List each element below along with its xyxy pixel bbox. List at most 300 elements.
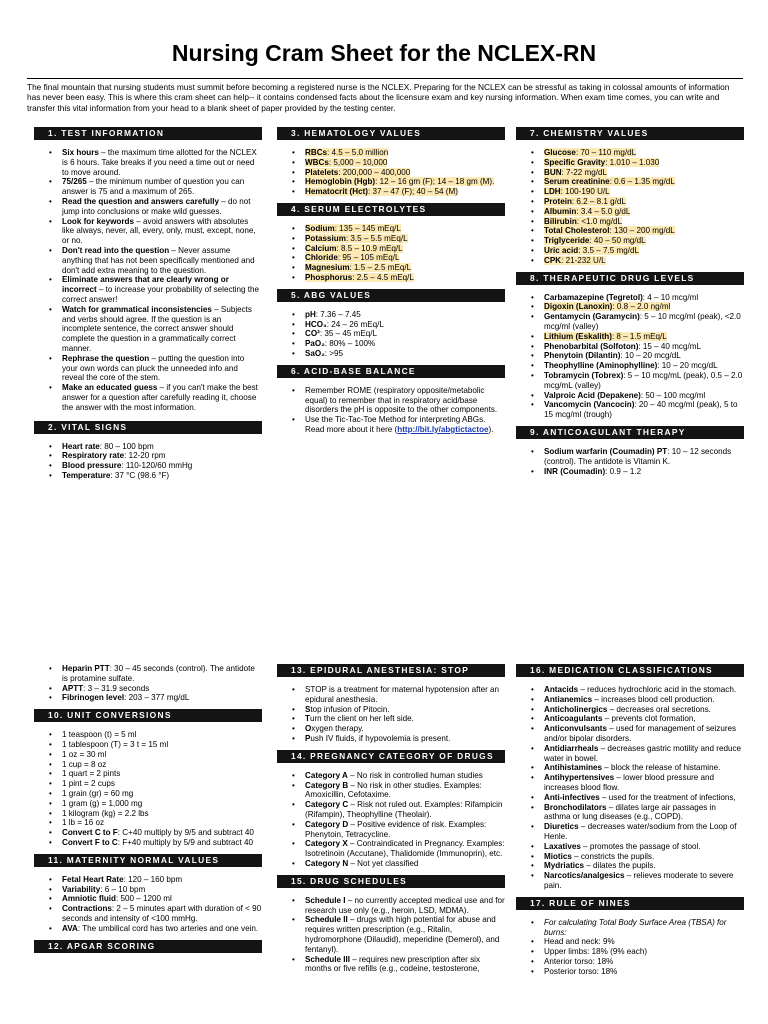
list-item	[305, 915, 505, 954]
item-term: Albumin	[544, 206, 577, 216]
list-item	[544, 447, 744, 467]
section-epidural-anesthesia	[277, 664, 505, 744]
item-term: Amniotic fluid	[62, 894, 116, 904]
list-item	[305, 224, 505, 234]
section-abg-values	[277, 289, 505, 359]
item-text: : 100-190 U/L	[560, 187, 610, 197]
section-header: 11. MATERNITY NORMAL VALUES	[34, 854, 262, 867]
item-term: Eliminate answers that are clearly wrong or incorrect	[62, 275, 229, 295]
list-item	[305, 158, 505, 168]
list-item	[544, 685, 744, 695]
list-item	[62, 828, 262, 838]
list-item	[544, 861, 744, 871]
list-item	[62, 838, 262, 848]
item-text: – do not jump into conclusions or make wild guesses.	[62, 196, 251, 216]
item-text: : C+40 multiply by 9/5 and subtract 40	[117, 828, 254, 838]
list-item	[544, 197, 744, 207]
item-term: Rephrase the question	[62, 353, 150, 363]
item-term: Make an educated guess	[62, 383, 158, 393]
item-term: Anticoagulants	[544, 714, 603, 724]
item-term: pH	[305, 309, 316, 319]
item-term: Read the question and answers carefully	[62, 196, 219, 206]
list-item	[544, 724, 744, 744]
highlight	[544, 148, 636, 157]
item-text: – reduces hydrochloric acid in the stomach.	[578, 685, 737, 694]
item-text: urn the client on her left side.	[309, 714, 414, 724]
highlight	[544, 217, 622, 226]
list-item	[62, 809, 262, 819]
item-text: – Never assume anything that has not been specifically mentioned and don't add extra meaning to the question.	[62, 245, 255, 275]
highlight	[305, 244, 403, 253]
column-2-top	[277, 127, 505, 441]
item-term: Bilirubin	[544, 216, 577, 226]
section-unit-conversions	[34, 709, 262, 848]
list-item	[62, 693, 262, 703]
list-item	[544, 744, 744, 764]
item-text: : >95	[324, 348, 344, 358]
item-term: Six hours	[62, 148, 99, 157]
highlight	[544, 197, 626, 206]
item-term: Phenytoin (Dilantin)	[544, 351, 621, 361]
item-term: Platelets	[305, 167, 339, 177]
column-1-top	[34, 127, 262, 487]
item-term: Antihistamines	[544, 763, 603, 773]
item-term: Potassium	[305, 233, 346, 243]
item-term: 75/265	[62, 177, 87, 187]
list-item	[544, 773, 744, 793]
highlight	[544, 236, 646, 245]
item-term: Protein	[544, 196, 572, 206]
section-header: 13. EPIDURAL ANESTHESIA: STOP	[277, 664, 505, 677]
item-term: Miotics	[544, 851, 572, 861]
highlight	[305, 224, 401, 233]
item-list	[34, 730, 262, 848]
item-text: : 6.2 – 8.1 g/dL	[571, 196, 626, 206]
list-item: • Use the Tic-Tac-Toe Method for interpreting ABGs. Read more about it here (http://bit.ly/abgtictactoe).	[305, 415, 505, 435]
list-item	[62, 177, 262, 197]
item-text: : 135 – 145 mEq/L	[334, 223, 401, 233]
item-text: : 0.8 – 2.0 ng/ml	[612, 302, 671, 312]
item-term: T	[305, 714, 310, 724]
list-item	[544, 695, 744, 705]
highlight	[305, 158, 387, 167]
list-item	[305, 705, 505, 715]
item-list	[277, 148, 505, 197]
list-item	[62, 740, 262, 750]
list-item	[62, 924, 262, 934]
section-chemistry-values	[516, 127, 744, 266]
item-text: 1 kilogram (kg) = 2.2 lbs	[62, 808, 149, 818]
item-term: INR (Coumadin)	[544, 466, 606, 476]
section-vital-signs	[34, 421, 262, 481]
item-list	[516, 918, 744, 977]
item-list	[277, 685, 505, 744]
list-item	[305, 734, 505, 744]
list-item	[305, 320, 505, 330]
item-term: Sodium warfarin (Coumadin) PT	[544, 446, 668, 456]
highlight	[544, 246, 639, 255]
item-text: STOP is a treatment for maternal hypotension after an epidural anesthesia.	[305, 685, 500, 704]
item-text: – constricts the pupils.	[571, 851, 655, 861]
item-text: : 3.5 – 7.5 mg/dL	[578, 245, 639, 255]
section-header: 14. PREGNANCY CATEGORY OF DRUGS	[277, 750, 505, 763]
item-list	[34, 442, 262, 481]
item-text: – used for the treatment of infections,	[599, 792, 736, 802]
item-term: Blood pressure	[62, 461, 122, 471]
list-item	[544, 400, 744, 420]
section-serum-electrolytes	[277, 203, 505, 283]
list-item	[305, 148, 505, 158]
item-term: Don't read into the question	[62, 245, 170, 255]
item-text: : <1.0 mg/dL	[576, 216, 623, 226]
item-term: PaO₂	[305, 339, 325, 349]
item-text: – decreases gastric motility and reduce water in bowel.	[544, 743, 742, 763]
section-header: 12. APGAR SCORING	[34, 940, 262, 953]
item-term: Digoxin (Lanoxin)	[544, 302, 613, 312]
list-item	[305, 234, 505, 244]
list-item	[305, 263, 505, 273]
item-text: – to increase your probability of selecting the correct answer!	[62, 285, 260, 304]
item-term: Valproic Acid (Depakene)	[544, 390, 641, 400]
item-text: – the minimum number of question you can answer is 75 and a maximum of 265.	[62, 177, 245, 197]
item-text: Anterior torso: 18%	[544, 956, 614, 966]
list-item	[305, 896, 505, 916]
list-item	[62, 664, 262, 684]
item-text: : 1.010 – 1.030	[605, 157, 660, 167]
item-term: Watch for grammatical inconsistencies	[62, 304, 212, 314]
highlight	[305, 234, 408, 243]
list-item	[544, 302, 744, 312]
item-text: 1 gram (g) = 1,000 mg	[62, 798, 143, 808]
item-term: Lithium (Eskalith)	[544, 331, 612, 341]
item-text: – dilates large air passages in asthma or lung diseases (e.g., COPD).	[544, 802, 716, 822]
item-term: Specific Gravity	[544, 157, 606, 167]
list-item	[305, 771, 505, 781]
item-text: : 120 – 160 bpm	[123, 874, 183, 884]
item-text: : 7.36 – 7.45	[315, 309, 361, 319]
list-item	[544, 793, 744, 803]
list-item	[62, 275, 262, 304]
list-item	[544, 957, 744, 967]
list-item	[544, 361, 744, 371]
item-term: Tobramycin (Tobrex)	[544, 370, 624, 380]
item-text: : 130 – 200 mg/dL	[609, 226, 675, 236]
item-text: – Positive evidence of risk. Examples: Phenytoin, Tetracycline.	[305, 819, 487, 839]
item-text: ush IV fluids, if hypovolemia is present.	[310, 733, 451, 743]
list-item	[62, 779, 262, 789]
list-item	[62, 217, 262, 246]
item-text: : 0.9 – 1.2	[605, 466, 642, 476]
list-item	[62, 885, 262, 895]
section-header: 8. THERAPEUTIC DRUG LEVELS	[516, 272, 744, 285]
highlight	[305, 273, 414, 282]
item-text: Head and neck: 9%	[544, 937, 615, 947]
column-3-bottom	[516, 664, 744, 983]
item-term: Heparin PTT	[62, 664, 110, 673]
list-item	[544, 714, 744, 724]
list-item	[305, 839, 505, 859]
item-text: 1 grain (gr) = 60 mg	[62, 788, 134, 798]
item-text: : 37 °C (98.6 °F)	[110, 470, 170, 480]
item-text: 1 pint = 2 cups	[62, 779, 115, 789]
highlight	[544, 207, 630, 216]
list-item	[305, 859, 505, 869]
list-item	[62, 750, 262, 760]
list-item	[62, 148, 262, 177]
item-term: Schedule I	[305, 895, 346, 905]
item-list	[277, 224, 505, 283]
list-item	[305, 177, 505, 187]
item-list	[34, 148, 262, 413]
section-drug-schedules	[277, 875, 505, 974]
highlight	[305, 177, 494, 186]
list-item	[62, 684, 262, 694]
item-text: : 50 – 100 mcg/ml	[640, 390, 706, 400]
item-text: : 12-20 rpm	[124, 451, 166, 461]
item-term: Gentamycin (Garamycin)	[544, 312, 640, 322]
item-term: Antacids	[544, 685, 579, 694]
section-anticoagulant-therapy	[516, 426, 744, 476]
item-term: Glucose	[544, 148, 576, 157]
item-text: : 21-232 U/L	[561, 255, 606, 265]
item-text: xygen therapy.	[311, 724, 364, 734]
highlight	[544, 168, 607, 177]
item-list	[516, 685, 744, 891]
list-item	[544, 168, 744, 178]
item-text: 1 lb = 16 oz	[62, 818, 105, 828]
list-item	[62, 471, 262, 481]
list-item	[62, 789, 262, 799]
item-term: Temperature	[62, 470, 111, 480]
list-item	[544, 332, 744, 342]
item-term: CO²	[305, 329, 320, 339]
item-term: Total Cholesterol	[544, 226, 610, 236]
item-text: – Not yet classified	[348, 858, 419, 868]
item-text: : 5 – 10 mcg/mL (peak), 0.5 – 2.0 mcg/mL (valley)	[544, 370, 743, 390]
item-term: Fetal Heart Rate	[62, 874, 124, 884]
item-text: – prevents clot formation,	[602, 714, 696, 724]
list-item	[544, 148, 744, 158]
item-term: Schedule III	[305, 954, 350, 964]
list-item	[62, 461, 262, 471]
item-term: Vancomycin (Vancocin)	[544, 400, 635, 410]
list-item	[544, 342, 744, 352]
list-item	[62, 730, 262, 740]
item-text: – Risk not ruled out. Examples: Rifampicin (Rifampin), Theophylline (Theolair).	[305, 800, 503, 819]
item-term: SaO₂	[305, 348, 325, 358]
item-term: Bronchodilators	[544, 802, 607, 812]
item-term: Phosphorus	[305, 272, 353, 282]
item-text: – the maximum time allotted for the NCLEX is 6 hours. Take breaks if you need a time out or need to move around.	[62, 148, 257, 177]
list-item	[305, 800, 505, 820]
item-term: Mydriatics	[544, 861, 585, 871]
item-text: : 70 – 110 mg/dL	[575, 148, 637, 157]
item-text: – if you can't make the best answer for a question after carefully reading it, choose the answer with the most information.	[62, 383, 258, 412]
item-term: S	[305, 704, 311, 714]
list-item	[62, 894, 262, 904]
item-list	[277, 896, 505, 974]
list-item	[305, 339, 505, 349]
list-item	[305, 187, 505, 197]
item-text: : 5,000 – 10,000	[328, 157, 388, 167]
item-term: LDH	[544, 187, 561, 197]
list-item	[305, 685, 505, 705]
highlight	[544, 177, 675, 186]
item-text: : 5 – 10 mcg/ml (peak), <2.0 mcg/ml (valley)	[544, 312, 741, 331]
item-term: Chloride	[305, 253, 338, 263]
section-header: 9. ANTICOAGULANT THERAPY	[516, 426, 744, 439]
item-text: Remember ROME (respiratory opposite/metabolic equal) to remember that in respiratory acid/base disorders the pH is opposite to the other components.	[305, 385, 498, 415]
item-text: – requires new prescription after six months or five refills (e.g., codeine, testosterone,	[305, 954, 480, 974]
highlight	[544, 158, 659, 167]
item-text: : 6 – 10 bpm	[100, 884, 146, 894]
list-item	[544, 967, 744, 977]
item-text: – decreases water/sodium from the Loop of Henle.	[544, 822, 737, 841]
list-item	[62, 197, 262, 217]
item-text: : 500 – 1200 ml	[115, 894, 172, 904]
item-term: Look for keywords	[62, 216, 134, 226]
section-medication-classifications	[516, 664, 744, 891]
item-list	[516, 293, 744, 420]
item-term: Respiratory rate	[62, 451, 125, 461]
list-item	[544, 187, 744, 197]
list-item	[544, 177, 744, 187]
list-item	[544, 467, 744, 477]
list-item	[62, 246, 262, 275]
item-text: : 37 – 47 (F); 40 – 54 (M)	[367, 187, 458, 197]
item-term: Hematocrit (Hct)	[305, 187, 368, 197]
item-term: BUN	[544, 167, 562, 177]
section-header: 3. HEMATOLOGY VALUES	[277, 127, 505, 140]
item-term: Triglyceride	[544, 236, 590, 246]
item-term: Anticholinergics	[544, 704, 608, 714]
list-item	[544, 207, 744, 217]
item-text: 1 quart = 2 pints	[62, 769, 121, 779]
section-hematology-values	[277, 127, 505, 197]
section-therapeutic-drug-levels	[516, 272, 744, 420]
item-text: : 4.5 – 5.0 million	[327, 148, 389, 157]
item-text: Upper limbs: 18% (9% each)	[544, 947, 648, 957]
list-item	[544, 852, 744, 862]
list-item	[62, 760, 262, 770]
item-list	[516, 447, 744, 476]
section-header: 17. RULE OF NINES	[516, 897, 744, 910]
item-text: Use the Tic-Tac-Toe Method for interpreting ABGs. Read more about it here	[305, 415, 486, 434]
column-1-bottom	[34, 664, 262, 961]
item-text: : 1.5 – 2.5 mEq/L	[349, 263, 412, 273]
item-term: Antihypertensives	[544, 773, 615, 783]
item-text: : 200,000 – 400,000	[338, 167, 411, 177]
highlight	[544, 332, 667, 341]
item-text: – lower blood pressure and increases blood flow.	[544, 773, 715, 792]
item-term: Fibrinogen level	[62, 693, 125, 703]
item-text: : 110-120/60 mmHg	[121, 461, 193, 471]
list-item	[544, 947, 744, 957]
list-item	[305, 386, 505, 415]
item-text: : 203 – 377 mg/dL	[124, 693, 190, 703]
item-term: Magnesium	[305, 263, 350, 273]
highlight	[544, 187, 610, 196]
item-term: HCO₃	[305, 319, 327, 329]
item-term: Carbamazepine (Tegretol)	[544, 292, 643, 302]
item-term: Variability	[62, 884, 101, 894]
list-item	[62, 354, 262, 383]
item-text: : 3.5 – 5.5 mEq/L	[345, 233, 408, 243]
list-item	[62, 305, 262, 354]
item-text: : 3 – 31.9 seconds	[83, 683, 150, 693]
list-item	[62, 904, 262, 924]
item-term: Contractions	[62, 904, 112, 914]
item-term: RBCs	[305, 148, 328, 157]
item-term: Anticonvulsants	[544, 724, 607, 734]
list-item	[62, 442, 262, 452]
item-list	[277, 771, 505, 869]
highlight	[305, 263, 411, 272]
item-term: Category B	[305, 780, 349, 790]
item-term: Hemoglobin (Hgb)	[305, 177, 376, 187]
item-term: Diuretics	[544, 822, 579, 832]
item-text: : 30 – 45 seconds (control). The antidote is protamine sulfate.	[62, 664, 255, 683]
item-text: – dilates the pupils.	[584, 861, 656, 871]
item-list	[34, 875, 262, 934]
item-term: Theophylline (Aminophylline)	[544, 361, 658, 371]
item-text: – used for management of seizures and/or bipolar disorders.	[544, 724, 737, 743]
list-item	[544, 391, 744, 401]
item-text: : 0.6 – 1.35 mg/dL	[609, 177, 675, 187]
column-3-top	[516, 127, 744, 482]
list-item	[305, 273, 505, 283]
section-header: 5. ABG VALUES	[277, 289, 505, 302]
column-2-bottom	[277, 664, 505, 980]
item-list	[277, 310, 505, 359]
list-item	[544, 822, 744, 842]
abg-link[interactable]: http://bit.ly/abgtictactoe	[397, 424, 489, 434]
item-text: – No risk in controlled human studies	[347, 770, 483, 780]
item-term: Antidiarrheals	[544, 743, 599, 753]
section-header: 7. CHEMISTRY VALUES	[516, 127, 744, 140]
item-term: AVA	[62, 923, 78, 933]
item-text: : 2 – 5 minutes apart with duration of < 90 seconds and intensity of <100 mmHg.	[62, 904, 262, 923]
list-item	[305, 310, 505, 320]
item-text: : 8.5 – 10.9 mEq/L	[336, 243, 403, 253]
list-item	[62, 818, 262, 828]
list-item	[544, 246, 744, 256]
list-item	[62, 875, 262, 885]
list-item	[544, 351, 744, 361]
list-item	[305, 820, 505, 840]
list-item	[62, 383, 262, 412]
highlight	[305, 253, 399, 262]
list-item	[305, 349, 505, 359]
highlight	[305, 187, 458, 196]
list-item	[544, 236, 744, 246]
item-term: Convert F to C	[62, 837, 118, 847]
item-term: Schedule II	[305, 915, 348, 925]
list-item	[544, 803, 744, 823]
item-term: WBCs	[305, 157, 329, 167]
item-term: P	[305, 733, 311, 743]
item-text: – avoid answers with absolutes like always, never, all, every, only, must, except, none, or no.	[62, 216, 256, 246]
highlight	[305, 148, 388, 157]
list-item	[544, 256, 744, 266]
item-text: – Subjects and verbs should agree. If the question is an incomplete sentence, the correct answer should complete the question in a grammatically correct manner.	[62, 304, 252, 353]
item-text: – No risk in other studies. Examples: Amoxicillin, Cefotaxime.	[305, 780, 482, 800]
item-text: : 12 – 16 gm (F); 14 – 18 gm (M).	[375, 177, 495, 187]
item-text: : 40 – 50 mg/dL	[589, 236, 646, 246]
item-term: Anti-infectives	[544, 792, 600, 802]
item-text: : 20 – 40 mcg/ml (peak), 5 to 15 mcg/ml (trough)	[544, 400, 738, 420]
item-text: : 80 – 100 bpm	[99, 441, 154, 451]
